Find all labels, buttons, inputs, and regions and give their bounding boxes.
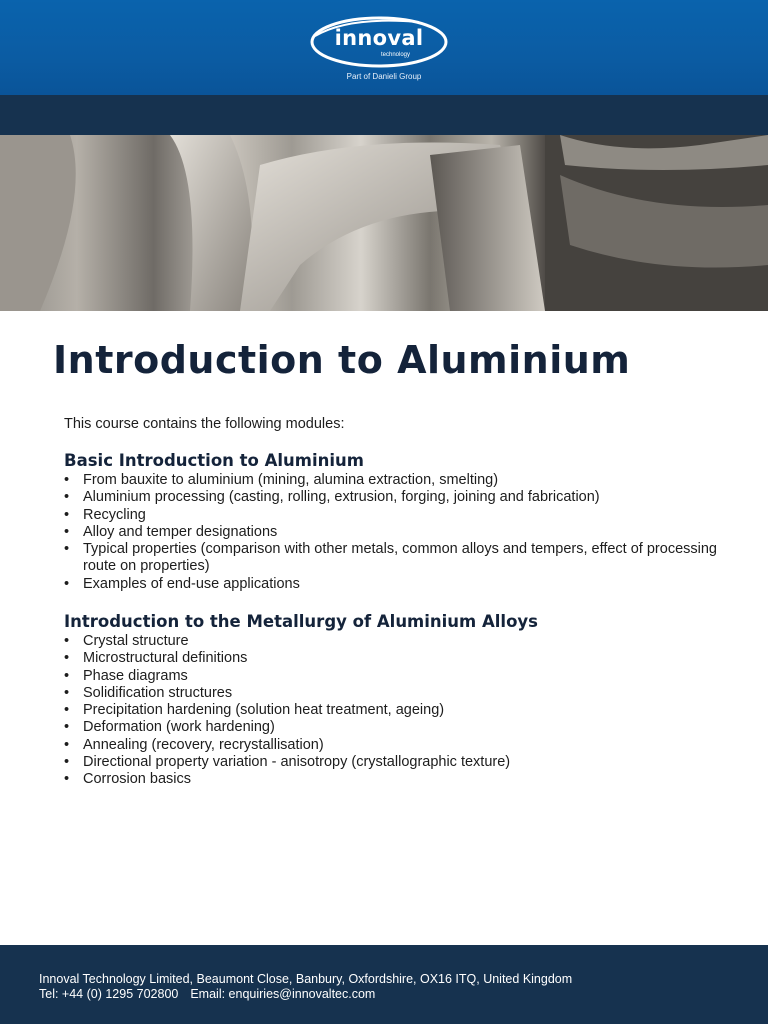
list-item: • Directional property variation - anisotropy (crystallographic texture) [64,754,538,771]
intro-text: This course contains the following modules: [64,416,345,432]
list-item: • Phase diagrams [64,668,538,685]
list-item: • Corrosion basics [64,771,538,788]
logo-subtext: technology [381,52,411,58]
list-item: • Aluminium processing (casting, rolling, extrusion, forging, joining and fabrication) [64,489,723,506]
section-heading: Basic Introduction to Aluminium [64,451,364,470]
navy-band [0,95,768,135]
module-list [64,633,538,789]
footer-tel[interactable]: Tel: +44 (0) 1295 702800 [39,987,179,1001]
module-list [64,472,723,593]
list-item: • Deformation (work hardening) [64,719,538,736]
page-title: Introduction to Aluminium [53,338,631,382]
list-item: • Typical properties (comparison with other metals, common alloys and tempers, effect of processing route on properties) [64,541,723,576]
tagline: Part of Danieli Group [346,72,422,81]
list-item: • Precipitation hardening (solution heat treatment, ageing) [64,702,538,719]
aluminium-castings-photo [0,135,768,311]
list-item: • Solidification structures [64,685,538,702]
section-metallurgy [64,612,538,789]
footer-address: Innoval Technology Limited, Beaumont Close, Banbury, Oxfordshire, OX16 ITQ, United Kingdom [39,972,573,986]
section-basic-introduction [64,451,723,593]
list-item: • Annealing (recovery, recrystallisation) [64,737,538,754]
header-band [0,0,768,95]
list-item: • Alloy and temper designations [64,524,723,541]
list-item: • Crystal structure [64,633,538,650]
logo-text: innoval [334,26,424,50]
innoval-logo[interactable] [309,14,449,70]
list-item: • Examples of end-use applications [64,576,723,593]
footer-contact [39,987,375,1001]
list-item: • Microstructural definitions [64,650,538,667]
metal-parts-image [0,135,768,311]
list-item: • From bauxite to aluminium (mining, alumina extraction, smelting) [64,472,723,489]
section-heading: Introduction to the Metallurgy of Aluminium Alloys [64,612,538,631]
footer [0,945,768,1024]
list-item: • Recycling [64,507,723,524]
footer-email[interactable]: Email: enquiries@innovaltec.com [190,987,376,1001]
